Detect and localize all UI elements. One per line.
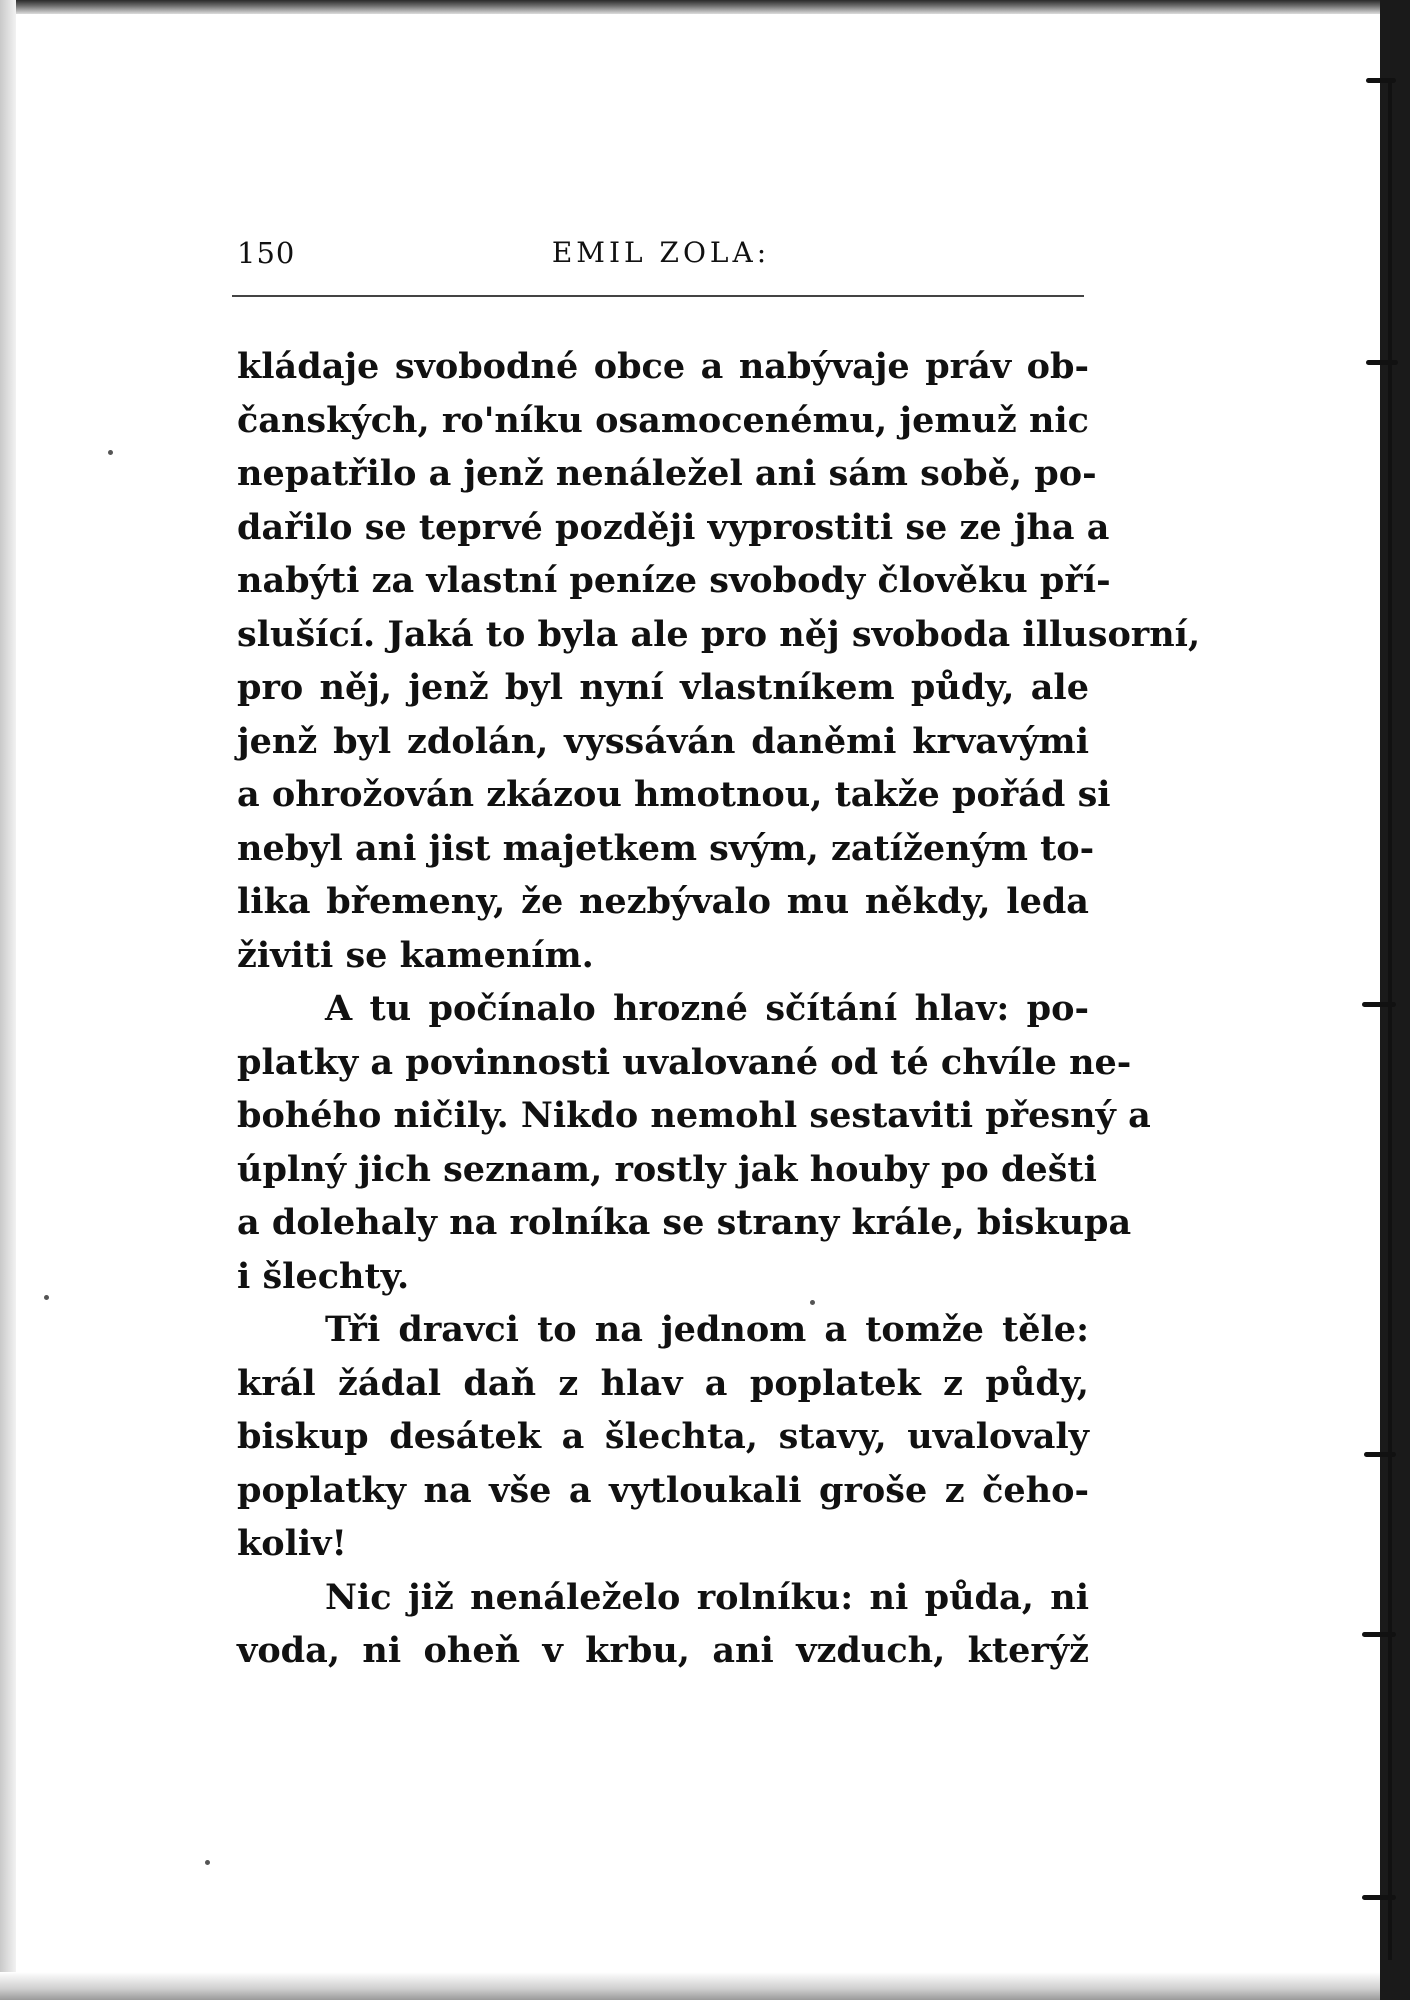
text-line: nabýti za vlastní peníze svobody člověku pří-	[237, 560, 1111, 601]
running-header	[237, 236, 1085, 280]
scan-speck	[108, 450, 113, 455]
running-title: EMIL ZOLA:	[551, 236, 771, 269]
text-line: úplný jich seznam, rostly jak houby po dešti	[237, 1148, 1097, 1190]
paragraph	[237, 1571, 1089, 1678]
text-line: Nic již nenáleželo rolníku: ni půda, ni	[325, 1576, 1089, 1618]
binding-stitch	[1362, 1002, 1396, 1007]
scan-right-edge	[1380, 0, 1410, 2000]
text-line: čanských, ro'níku osamocenému, jemuž nic	[237, 399, 1089, 441]
text-line: král žádal daň z hlav a poplatek z půdy,	[237, 1362, 1089, 1404]
scan-speck	[44, 1295, 49, 1300]
binding-stitch	[1364, 1452, 1396, 1457]
text-line: nebyl ani jist majetkem svým, zatíženým to-	[237, 827, 1095, 869]
binding-stitch	[1362, 1632, 1396, 1637]
text-line: dařilo se teprvé později vyprostiti se ze jha a	[237, 506, 1110, 548]
text-line: živiti se kamením.	[237, 934, 594, 976]
binding-stitch	[1362, 1895, 1396, 1900]
text-line: poplatky na vše a vytloukali groše z čeho-	[237, 1469, 1089, 1511]
text-line: pro něj, jenž byl nyní vlastníkem půdy, ale	[237, 667, 1089, 708]
text-line: lika břemeny, že nezbývalo mu někdy, leda	[237, 881, 1089, 922]
scan-top-edge	[0, 0, 1410, 14]
text-line: kládaje svobodné obce a nabývaje práv ob-	[237, 346, 1089, 387]
text-line: Tři dravci to na jednom a tomže těle:	[325, 1309, 1089, 1350]
scan-bottom-edge	[0, 1972, 1410, 2000]
body-text	[237, 340, 1201, 1678]
text-line: koliv!	[237, 1523, 347, 1564]
paragraph	[237, 982, 1151, 1303]
text-line: a dolehaly na rolníka se strany krále, biskupa	[237, 1202, 1132, 1243]
text-line: nepatřilo a jenž nenáležel ani sám sobě, po-	[237, 453, 1097, 494]
scan-speck	[205, 1860, 210, 1865]
header-rule	[232, 295, 1084, 297]
text-line: slušící. Jaká to byla ale pro něj svoboda illusorní,	[237, 613, 1201, 655]
binding-stitch	[1366, 78, 1396, 83]
text-line: voda, ni oheň v krbu, ani vzduch, kterýž	[237, 1630, 1089, 1671]
scan-left-edge	[0, 0, 16, 2000]
paragraph	[237, 1303, 1089, 1571]
page-number: 150	[237, 236, 296, 270]
paragraph	[237, 340, 1201, 982]
text-line: A tu počínalo hrozné sčítání hlav: po-	[325, 988, 1089, 1029]
text-line: jenž byl zdolán, vyssáván daněmi krvavými	[237, 720, 1089, 762]
text-line: a ohrožován zkázou hmotnou, takže pořád si	[237, 774, 1111, 815]
text-line: i šlechty.	[237, 1255, 410, 1297]
text-line: bohého ničily. Nikdo nemohl sestaviti přesný a	[237, 1095, 1151, 1136]
text-line: biskup desátek a šlechta, stavy, uvalovaly	[237, 1416, 1089, 1457]
text-line: platky a povinnosti uvalované od té chvíle ne-	[237, 1041, 1132, 1083]
binding-stitch	[1366, 360, 1398, 365]
